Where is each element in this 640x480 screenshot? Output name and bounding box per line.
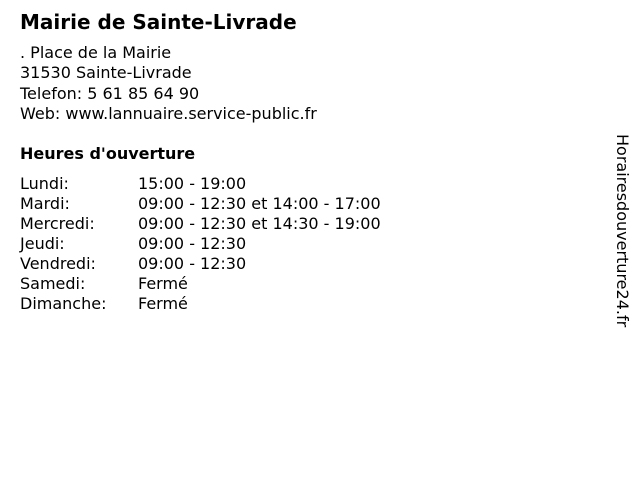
hours-day: Mercredi: [20, 214, 95, 233]
hours-day: Dimanche: [20, 294, 107, 313]
address-phone: Telefon: 5 61 85 64 90 [20, 83, 200, 103]
hours-time: 09:00 - 12:30 et 14:30 - 19:00 [138, 214, 381, 233]
hours-day: Samedi: [20, 274, 86, 293]
hours-time: 09:00 - 12:30 [138, 254, 247, 273]
hours-time: 15:00 - 19:00 [138, 174, 247, 193]
page-title: Mairie de Sainte-Livrade [20, 10, 297, 34]
hours-day: Mardi: [20, 194, 70, 213]
hours-day: Lundi: [20, 174, 69, 193]
hours-time: Fermé [138, 294, 188, 313]
hours-time: 09:00 - 12:30 et 14:00 - 17:00 [138, 194, 381, 213]
address-web: Web: www.lannuaire.service-public.fr [20, 103, 317, 123]
address-city: 31530 Sainte-Livrade [20, 63, 192, 83]
hours-day: Jeudi: [20, 234, 65, 253]
address-street: . Place de la Mairie [20, 43, 172, 62]
hours-heading: Heures d'ouverture [20, 144, 196, 163]
hours-time: Fermé [138, 274, 188, 293]
address-block [20, 43, 317, 124]
site-watermark: Horairesdouverture24.fr [613, 134, 632, 328]
hours-day: Vendredi: [20, 254, 96, 273]
hours-time: 09:00 - 12:30 [138, 234, 247, 253]
